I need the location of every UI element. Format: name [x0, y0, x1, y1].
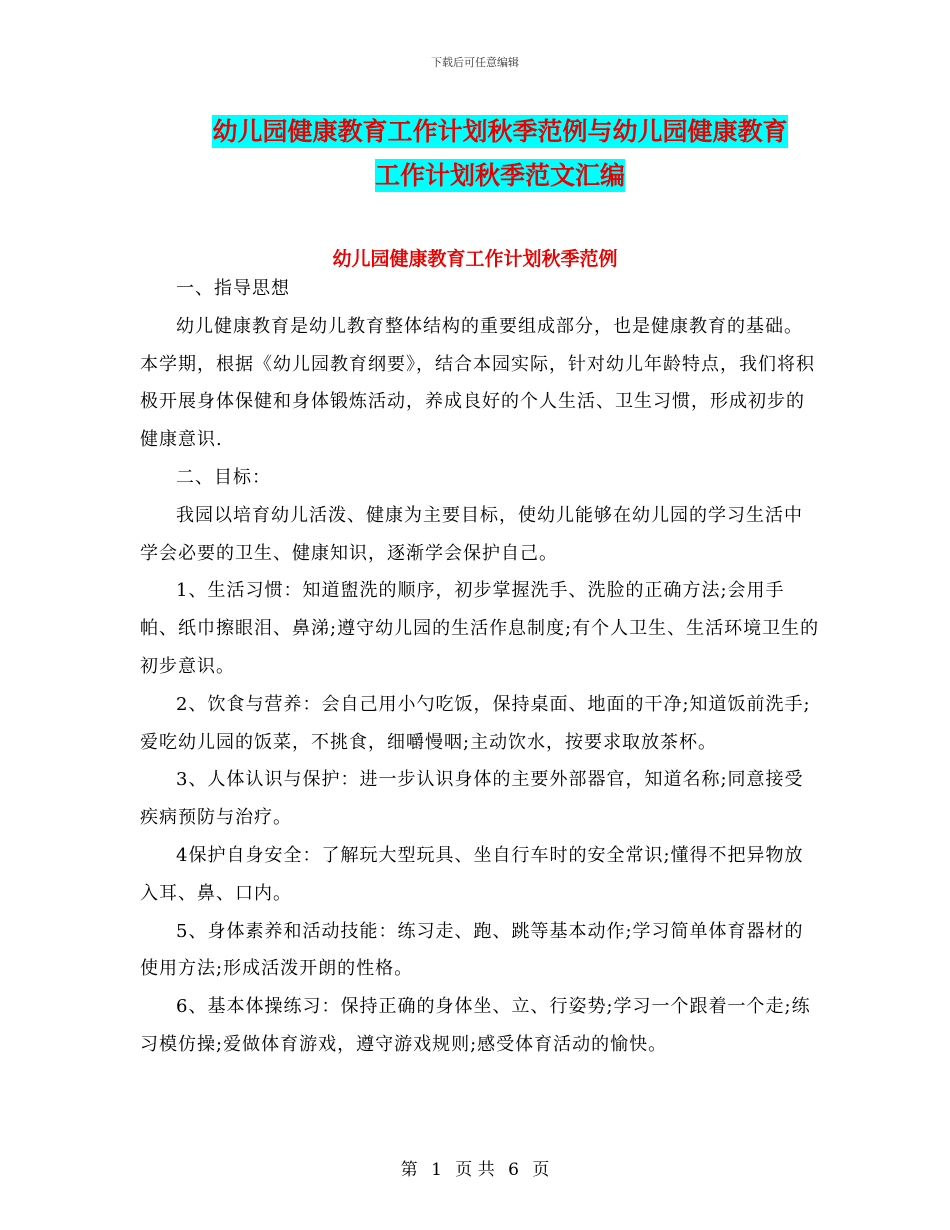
main-title-line-2	[190, 154, 810, 198]
paragraph: 幼儿健康教育是幼儿教育整体结构的重要组成部分，也是健康教育的基础。本学期，根据《幼儿园教育纲要》，结合本园实际，针对幼儿年龄特点，我们将积极开展身体保健和身体锻炼活动，养成良好的个人生活、卫生习惯，形成初步的健康意识.	[140, 315, 815, 451]
section-title: 幼儿园健康教育工作计划秋季范例	[332, 248, 618, 270]
paragraph-heading-guiding-ideology: 一、指导思想	[176, 278, 290, 299]
paragraph: 4保护自身安全：了解玩大型玩具、坐自行车时的安全常识;懂得不把异物放入耳、鼻、口内。	[140, 844, 804, 904]
footer-page-number: 1	[431, 1160, 442, 1180]
footer-suffix: 页	[532, 1160, 550, 1180]
page-footer	[0, 1155, 950, 1180]
paragraph-heading-goals: 二、目标：	[176, 466, 271, 488]
paragraph: 5、身体素养和活动技能：练习走、跑、跳等基本动作;学习简单体育器材的使用方法;形成活泼开朗的性格。	[140, 920, 804, 980]
paragraph: 我园以培育幼儿活泼、健康为主要目标，使幼儿能够在幼儿园的学习生活中学会必要的卫生、健康知识，逐渐学会保护自己。	[140, 504, 803, 564]
paragraph: 2、饮食与营养：会自己用小勺吃饭，保持桌面、地面的干净;知道饭前洗手;爱吃幼儿园的饭菜，不挑食，细嚼慢咽;主动饮水，按要求取放茶杯。	[140, 693, 811, 753]
footer-total-pages: 6	[508, 1160, 519, 1180]
main-title-line-1-text: 幼儿园健康教育工作计划秋季范例与幼儿园健康教育	[212, 117, 788, 146]
paragraph: 3、人体认识与保护：进一步认识身体的主要外部器官，知道名称;同意接受疾病预防与治疗。	[140, 769, 804, 829]
main-title-line-2-text: 工作计划秋季范文汇编	[374, 161, 625, 190]
header-note: 下载后可任意编辑	[431, 56, 519, 69]
paragraph: 1、生活习惯：知道盥洗的顺序，初步掌握洗手、洗脸的正确方法;会用手帕、纸巾擦眼泪、鼻涕;遵守幼儿园的生活作息制度;有个人卫生、生活环境卫生的初步意识。	[140, 580, 820, 677]
paragraph: 6、基本体操练习：保持正确的身体坐、立、行姿势;学习一个跟着一个走;练习模仿操;爱做体育游戏，遵守游戏规则;感受体育活动的愉快。	[140, 996, 811, 1055]
document-body	[140, 270, 820, 1064]
footer-middle: 页 共	[455, 1160, 495, 1180]
footer-prefix: 第	[400, 1160, 418, 1180]
main-title-line-1	[190, 110, 810, 154]
